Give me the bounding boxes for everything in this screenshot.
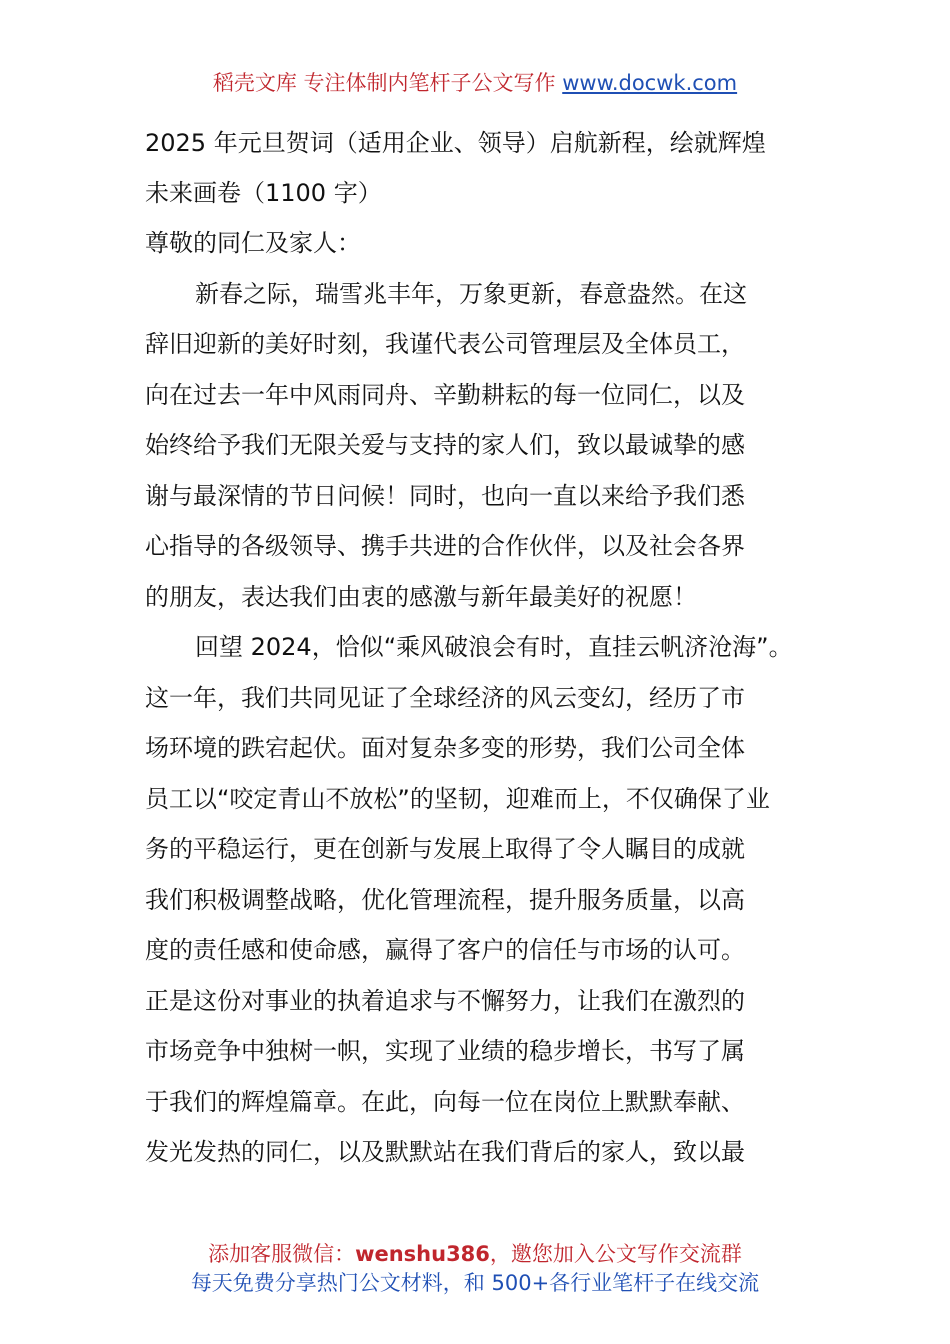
paragraph-2-line: 度的责任感和使命感，赢得了客户的信任与市场的认可。: [145, 936, 745, 964]
paragraph-1-line: 辞旧迎新的美好时刻，我谨代表公司管理层及全体员工，: [145, 330, 745, 358]
paragraph-2-line: 这一年，我们共同见证了全球经济的风云变幻，经历了市: [145, 683, 745, 712]
paragraph-2-line: 员工以“咬定青山不放松”的坚韧，迎难而上，不仅确保了业: [145, 784, 770, 813]
wechat-id: wenshu386: [355, 1242, 490, 1266]
paragraph-2-line: 市场竞争中独树一帜，实现了业绩的稳步增长，书写了属: [145, 1037, 745, 1065]
footer-line-1: [0, 1240, 950, 1269]
footer-line-2: 每天免费分享热门公文材料，和 500+各行业笔杆子在线交流: [190, 1271, 760, 1295]
paragraph-2-line: 务的平稳运行，更在创新与发展上取得了令人瞩目的成就: [145, 835, 745, 863]
document-body: [145, 118, 810, 1178]
promo-footer: [0, 1240, 950, 1298]
paragraph-2-line: 发光发热的同仁，以及默默站在我们背后的家人，致以最: [145, 1138, 745, 1166]
paragraph-2-line: 于我们的辉煌篇章。在此，向每一位在岗位上默默奉献、: [145, 1087, 745, 1116]
paragraph-2-line: 正是这份对事业的执着追求与不懈努力，让我们在激烈的: [145, 986, 745, 1015]
header-url-link[interactable]: www.docwk.com: [562, 71, 738, 95]
paragraph-1-line: 的朋友，表达我们由衷的感激与新年最美好的祝愿！: [145, 582, 697, 611]
document-title-line-1: 2025 年元旦贺词（适用企业、领导）启航新程，绘就辉煌: [145, 129, 766, 157]
footer-suffix: ，邀您加入公文写作交流群: [489, 1242, 742, 1266]
header-text: 稻壳文库 专注体制内笔杆子公文写作: [212, 71, 563, 95]
paragraph-1-line: 新春之际，瑞雪兆丰年，万象更新，春意盎然。在这: [195, 279, 747, 308]
document-title-line-2: 未来画卷（1100 字）: [145, 179, 382, 207]
paragraph-2-line: 我们积极调整战略，优化管理流程，提升服务质量，以高: [145, 885, 745, 914]
paragraph-1-line: 谢与最深情的节日问候！同时，也向一直以来给予我们悉: [145, 481, 745, 510]
paragraph-1-line: 向在过去一年中风雨同舟、辛勤耕耘的每一位同仁，以及: [145, 380, 745, 409]
paragraph-1-line: 心指导的各级领导、携手共进的合作伙伴，以及社会各界: [145, 532, 745, 560]
salutation: 尊敬的同仁及家人：: [145, 229, 361, 257]
paragraph-2-line: 回望 2024，恰似“乘风破浪会有时，直挂云帆济沧海”。: [195, 633, 793, 661]
watermark-header: [0, 68, 950, 98]
paragraph-1-line: 始终给予我们无限关爱与支持的家人们，致以最诚挚的感: [145, 431, 745, 459]
footer-prefix: 添加客服微信：: [208, 1242, 356, 1266]
paragraph-2-line: 场环境的跌宕起伏。面对复杂多变的形势，我们公司全体: [145, 734, 745, 762]
